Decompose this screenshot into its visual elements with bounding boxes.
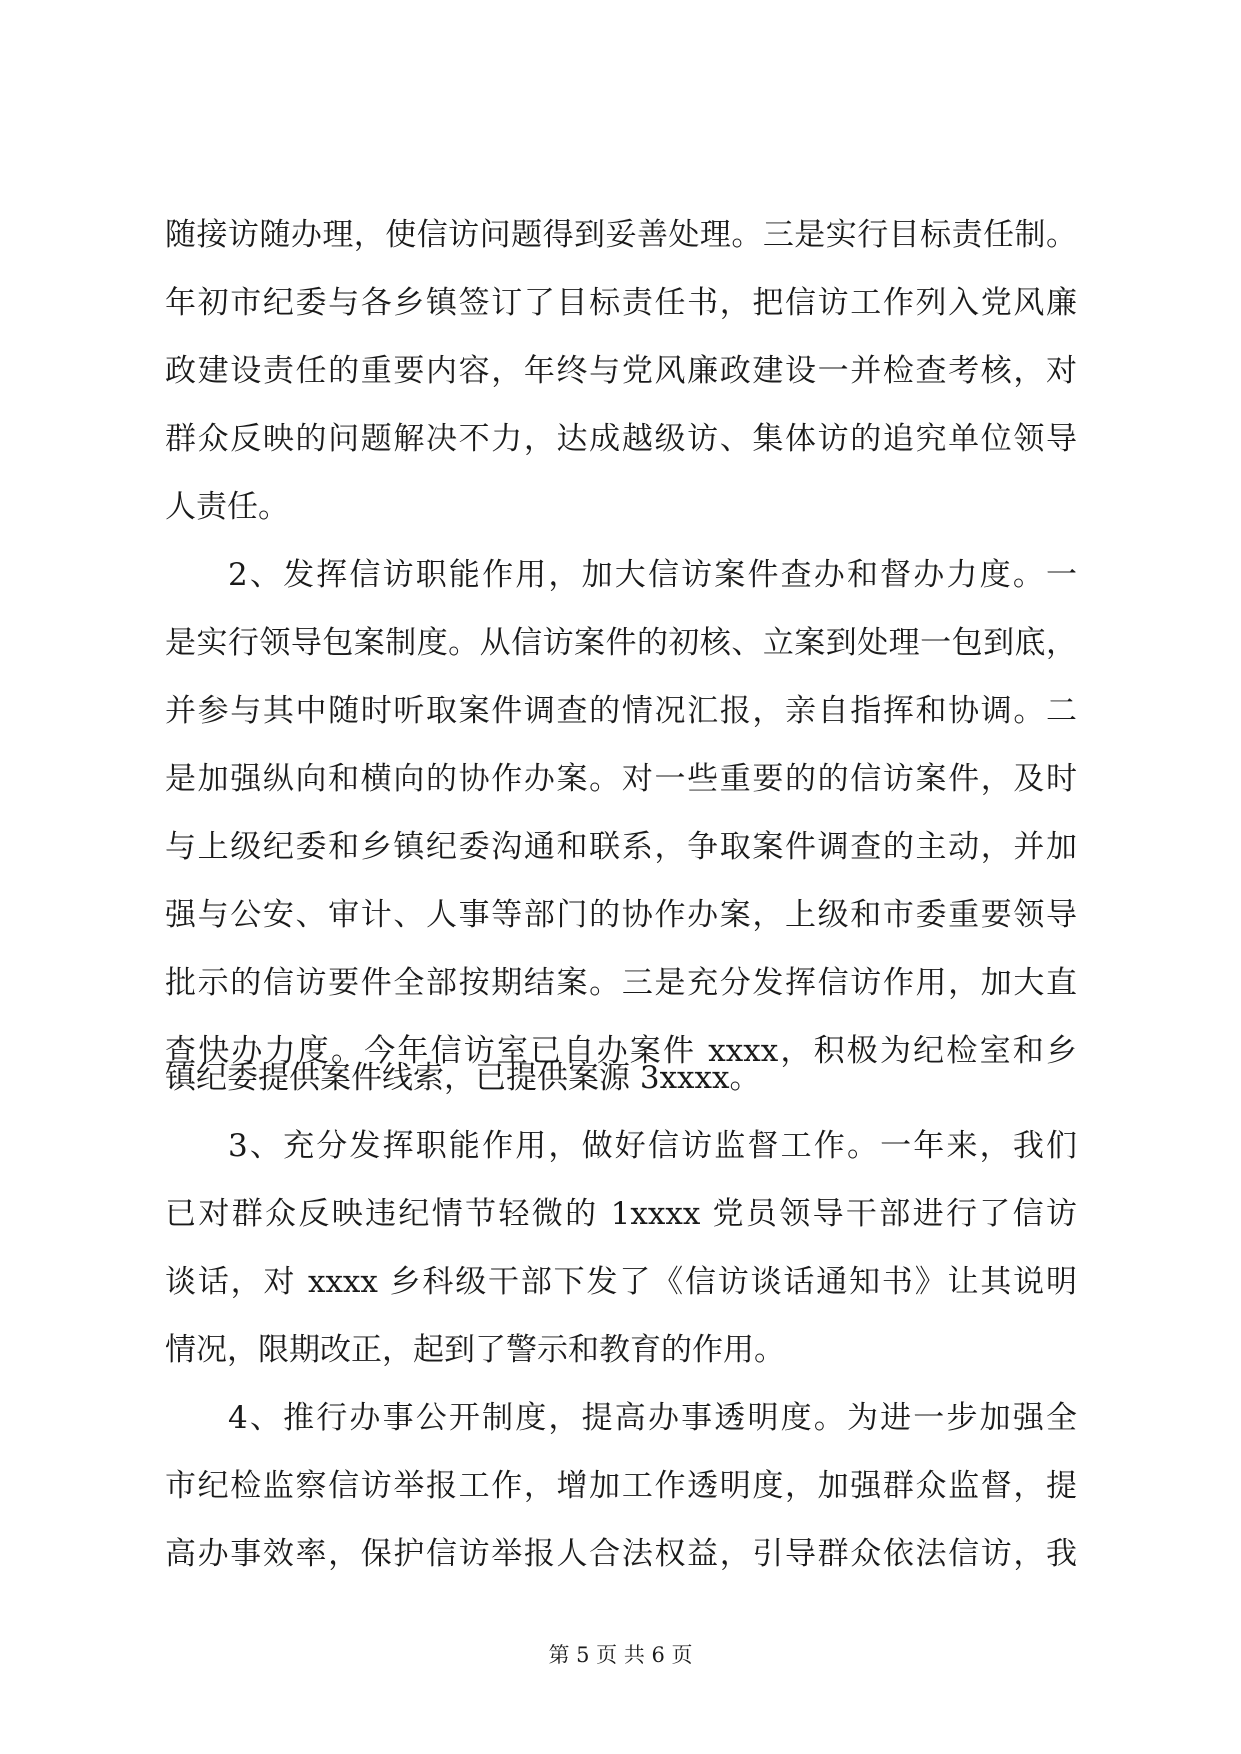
text-line: 并参与其中随时听取案件调查的情况汇报，亲自指挥和协调。二 — [165, 693, 1077, 729]
text-line: 查快办力度。今年信访室已自办案件 xxxx，积极为纪检室和乡 — [165, 1033, 1077, 1069]
paragraph-heading-line: 4、推行办事公开制度，提高办事透明度。为进一步加强全 — [228, 1400, 1077, 1436]
text-line: 与上级纪委和乡镇纪委沟通和联系，争取案件调查的主动，并加 — [165, 829, 1077, 865]
text-line: 谈话，对 xxxx 乡科级干部下发了《信访谈话通知书》让其说明 — [165, 1264, 1077, 1300]
text-line: 市纪检监察信访举报工作，增加工作透明度，加强群众监督，提 — [165, 1468, 1077, 1504]
text-line: 人责任。 — [165, 489, 289, 525]
text-line: 随接访随办理，使信访问题得到妥善处理。三是实行目标责任制。 — [165, 217, 1077, 253]
text-line: 批示的信访要件全部按期结案。三是充分发挥信访作用，加大直 — [165, 965, 1077, 1001]
text-line: 是实行领导包案制度。从信访案件的初核、立案到处理一包到底， — [165, 625, 1077, 661]
text-line: 是加强纵向和横向的协作办案。对一些重要的的信访案件，及时 — [165, 761, 1077, 797]
text-line: 强与公安、审计、人事等部门的协作办案，上级和市委重要领导 — [165, 897, 1077, 933]
text-line: 政建设责任的重要内容，年终与党风廉政建设一并检查考核，对 — [165, 353, 1077, 389]
page-footer: 第 5 页 共 6 页 — [548, 1643, 693, 1667]
text-line: 已对群众反映违纪情节轻微的 1xxxx 党员领导干部进行了信访 — [165, 1196, 1077, 1232]
text-line: 情况，限期改正，起到了警示和教育的作用。 — [165, 1332, 785, 1368]
paragraph-heading-line: 2、发挥信访职能作用，加大信访案件查办和督办力度。一 — [228, 557, 1077, 593]
paragraph-heading-line: 3、充分发挥职能作用，做好信访监督工作。一年来，我们 — [228, 1128, 1077, 1164]
text-line: 高办事效率，保护信访举报人合法权益，引导群众依法信访，我 — [165, 1536, 1077, 1572]
text-line: 群众反映的问题解决不力，达成越级访、集体访的追究单位领导 — [165, 421, 1077, 457]
text-line: 镇纪委提供案件线索，已提供案源 3xxxx。 — [165, 1060, 761, 1096]
text-line: 年初市纪委与各乡镇签订了目标责任书，把信访工作列入党风廉 — [165, 285, 1077, 321]
